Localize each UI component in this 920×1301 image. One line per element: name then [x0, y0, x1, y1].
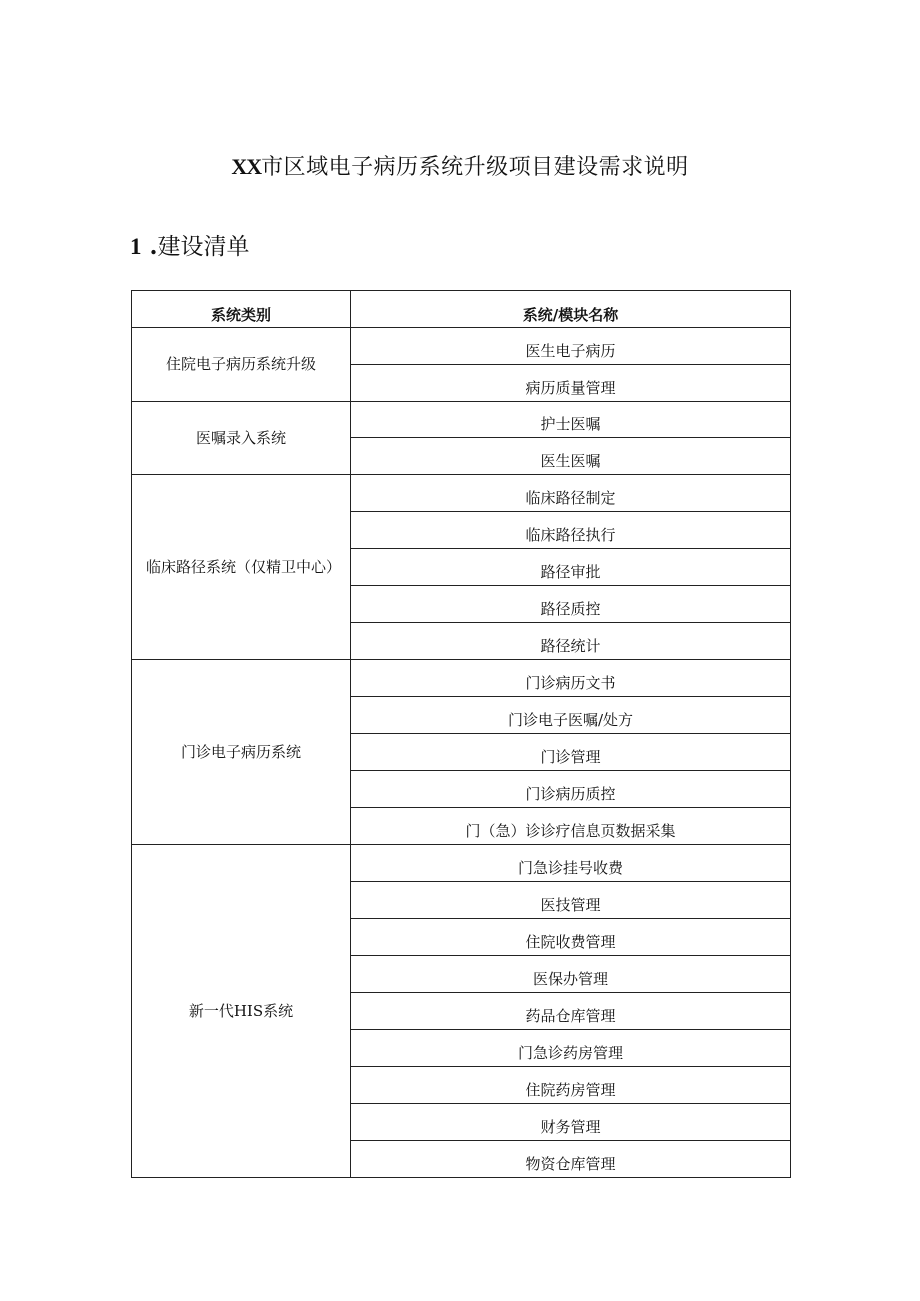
- category-cell: 门诊电子病历系统: [132, 660, 351, 845]
- module-cell: 路径统计: [351, 623, 791, 660]
- table-row: [132, 328, 791, 365]
- header-module: 系统/模块名称: [351, 291, 791, 328]
- module-cell: 财务管理: [351, 1104, 791, 1141]
- module-cell: 门诊电子医嘱/处方: [351, 697, 791, 734]
- module-cell: 门诊管理: [351, 734, 791, 771]
- module-cell: 物资仓库管理: [351, 1141, 791, 1178]
- category-cell: 临床路径系统（仅精卫中心）: [132, 475, 351, 660]
- module-cell: 门急诊药房管理: [351, 1030, 791, 1067]
- table-row: [132, 475, 791, 512]
- document-title: [0, 150, 920, 181]
- section-number: 1: [130, 234, 142, 259]
- title-prefix: XX: [231, 154, 262, 179]
- module-cell: 路径审批: [351, 549, 791, 586]
- table-row: [132, 660, 791, 697]
- module-cell: 住院药房管理: [351, 1067, 791, 1104]
- section-heading: 1 .建设清单: [130, 233, 250, 260]
- module-cell: 门急诊挂号收费: [351, 845, 791, 882]
- module-cell: 护士医嘱: [351, 402, 791, 438]
- category-cell: 医嘱录入系统: [132, 402, 351, 475]
- module-cell: 医技管理: [351, 882, 791, 919]
- module-cell: 医生医嘱: [351, 438, 791, 475]
- title-text: 市区域电子病历系统升级项目建设需求说明: [261, 155, 689, 180]
- section-title: 建设清单: [157, 234, 250, 260]
- module-cell: 病历质量管理: [351, 365, 791, 402]
- module-cell: 路径质控: [351, 586, 791, 623]
- module-cell: 药品仓库管理: [351, 993, 791, 1030]
- module-cell: 医生电子病历: [351, 328, 791, 365]
- module-cell: 门诊病历文书: [351, 660, 791, 697]
- module-cell: 门诊病历质控: [351, 771, 791, 808]
- module-cell: 医保办管理: [351, 956, 791, 993]
- header-category: 系统类别: [132, 291, 351, 328]
- category-cell: 新一代HIS系统: [132, 845, 351, 1178]
- table-row: [132, 402, 791, 438]
- table-row: [132, 845, 791, 882]
- category-cell: 住院电子病历系统升级: [132, 328, 351, 402]
- module-cell: 临床路径制定: [351, 475, 791, 512]
- module-cell: 临床路径执行: [351, 512, 791, 549]
- table-header-row: [132, 291, 791, 328]
- module-cell: 住院收费管理: [351, 919, 791, 956]
- module-cell: 门（急）诊诊疗信息页数据采集: [351, 808, 791, 845]
- build-list-table: [131, 290, 791, 1178]
